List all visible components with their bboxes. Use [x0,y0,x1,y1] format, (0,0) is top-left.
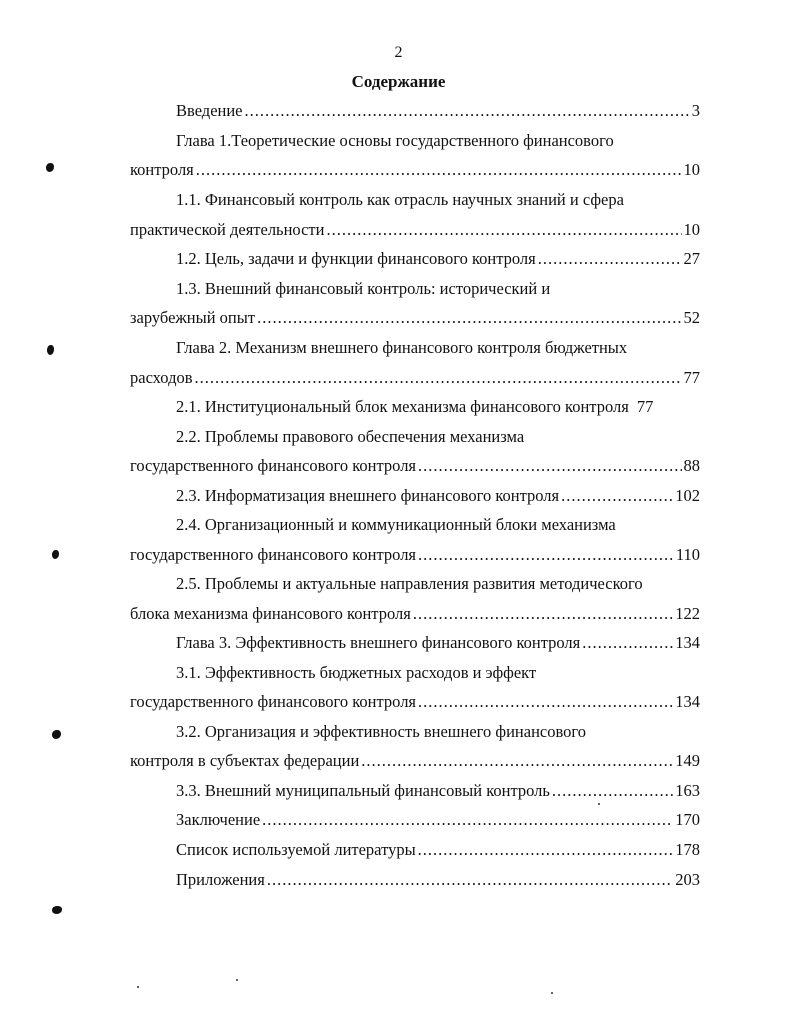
toc-line-intro: Введение ..... 3 [130,99,700,123]
toc-line-3-2: 3.2. Организация и эффективность внешнего финансового [176,722,587,741]
toc-line-2-4: 2.4. Организационный и коммуникационный блоки механизма [176,515,616,534]
toc-line-3-2-cont: контроля в субъектах федерации ..... 149 [130,749,700,773]
scan-speck [598,803,600,805]
toc-line-1-1-cont: практической деятельности ..... 10 [130,218,700,242]
toc-line-1-3-cont: зарубежный опыт ..... 52 [130,306,700,330]
toc-line-chapter2: Глава 2. Механизм внешнего финансового контроля бюджетных [176,338,628,357]
toc-line-conclusion: Заключение ..... 170 [130,808,700,832]
page-number: 2 [394,44,403,61]
toc-line-3-1: 3.1. Эффективность бюджетных расходов и эффект [176,663,537,682]
toc-line-chapter1-cont: контроля ..... 10 [130,158,700,182]
toc-line-chapter2-cont: расходов ..... 77 [130,366,700,390]
toc-line-2-5-cont: блока механизма финансового контроля ..... 122 [130,602,700,626]
toc-line-3-1-cont: государственного финансового контроля ..... 134 [130,690,700,714]
toc-line-2-1: 2.1. Институциональный блок механизма финансового контроля 77 [176,397,654,416]
toc-line-2-3: 2.3. Информатизация внешнего финансового контроля ..... 102 [130,484,700,508]
toc-line-1-2: 1.2. Цель, задачи и функции финансового контроля ..... 27 [130,247,700,271]
toc-line-2-5: 2.5. Проблемы и актуальные направления развития методического [176,574,643,593]
toc-line-1-1: 1.1. Финансовый контроль как отрасль научных знаний и сфера [176,190,624,209]
toc-line-bibliography: Список используемой литературы ..... 178 [130,838,700,862]
toc-line-chapter1: Глава 1.Теоретические основы государственного финансового [176,131,614,150]
scan-mark [52,730,61,739]
scan-mark [52,550,59,559]
toc-line-appendix: Приложения ..... 203 [130,868,700,892]
toc-line-2-2-cont: государственного финансового контроля ..... 88 [130,454,700,478]
toc-line-1-3: 1.3. Внешний финансовый контроль: исторический и [176,279,551,298]
scan-mark [46,163,54,172]
scan-speck [551,992,553,994]
toc-line-2-4-cont: государственного финансового контроля ..... 110 [130,543,700,567]
scan-mark [47,345,54,355]
scan-speck [236,979,238,981]
scan-speck [137,986,139,988]
toc-line-3-3: 3.3. Внешний муниципальный финансовый контроль ..... 163 [130,779,700,803]
toc-line-chapter3: Глава 3. Эффективность внешнего финансового контроля ..... 134 [130,631,700,655]
page-title: Содержание [351,72,446,91]
scan-mark [52,906,62,914]
toc-line-2-2: 2.2. Проблемы правового обеспечения механизма [176,427,525,446]
